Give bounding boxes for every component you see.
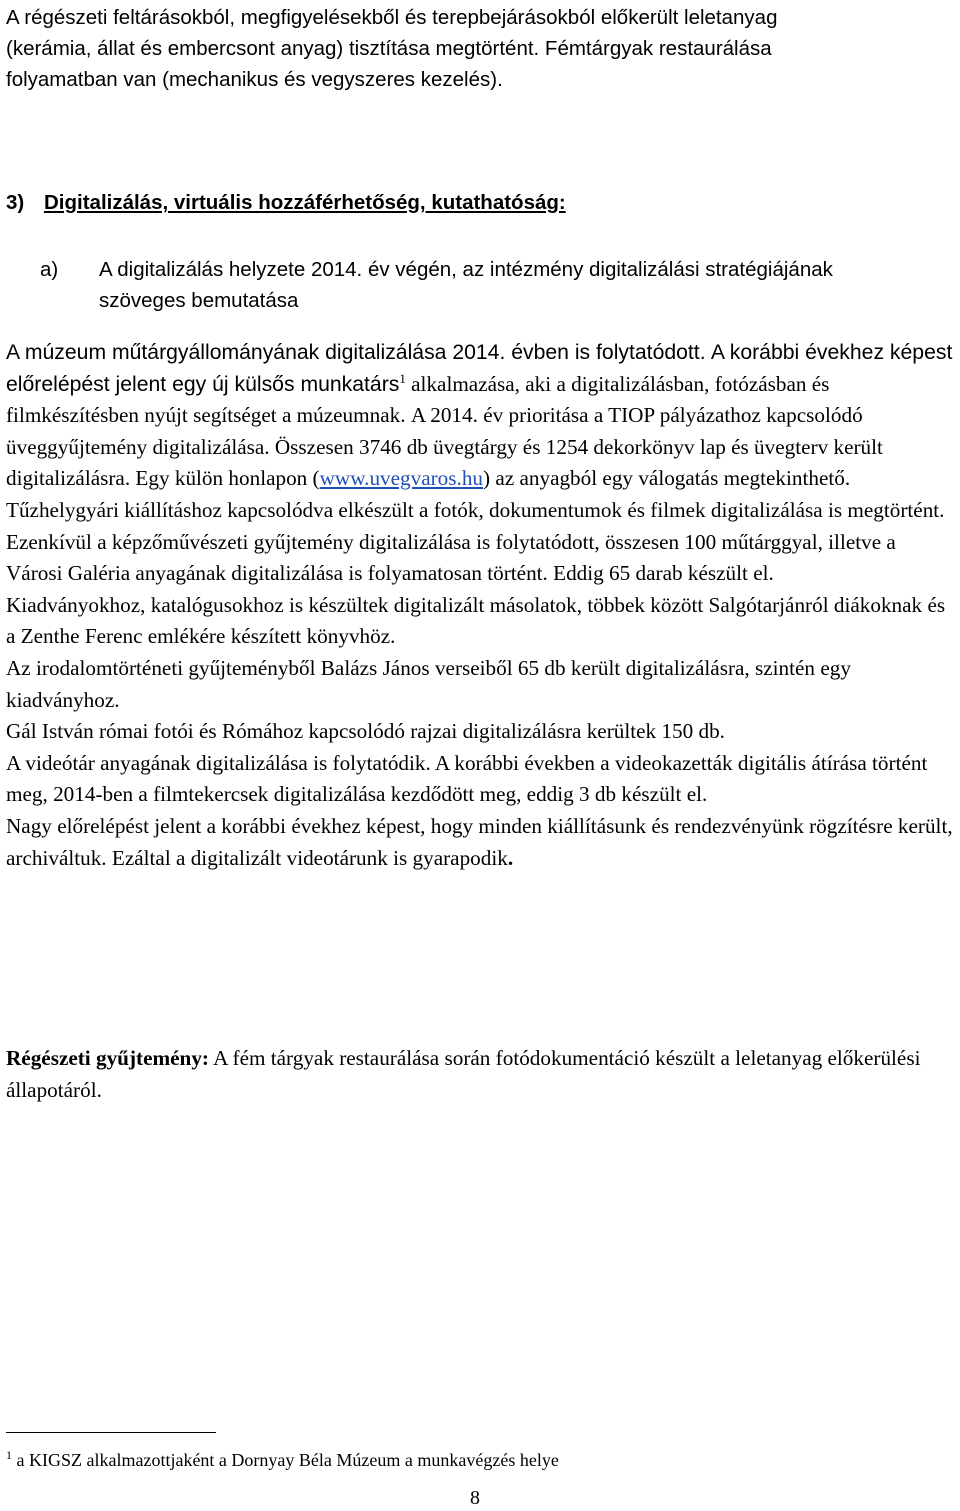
body-paragraph: Az irodalomtörténeti gyűjteményből Balázs János verseiből 65 db került digitalizálásra, szintén egy kiadványhoz. bbox=[6, 655, 851, 712]
body-text bbox=[6, 337, 954, 874]
footnote bbox=[6, 1448, 946, 1472]
footnote-marker: 1 bbox=[6, 1448, 12, 1462]
body-paragraph: Kiadványokhoz, katalógusokhoz is készültek digitalizált másolatok, többek között Salgótarjánról diákoknak és a Zenthe Ferenc emlékére készített könyvhöz. bbox=[6, 592, 946, 649]
body-paragraph: Nagy előrelépést jelent a korábbi évekhez képest, hogy minden kiállításunk és rendezvényünk rögzítésre került, archiváltuk. Ezáltal a digitalizált videotárunk is gyarapodik. bbox=[6, 813, 953, 870]
body-sentence: alkalmazása, aki a digitalizálásban, fotózásban és filmkészítésben nyújt segítséget a múzeumnak. bbox=[6, 371, 830, 428]
subsection-text-line: szöveges bemutatása bbox=[99, 289, 299, 312]
body-sentence: A múzeum műtárgyállományának digitalizálása 2014. évben is folytatódott. bbox=[6, 341, 706, 364]
section-title: Digitalizálás, virtuális hozzáférhetőség, kutathatóság: bbox=[44, 191, 566, 214]
body-paragraph: Gál István római fotói és Rómához kapcsolódó rajzai digitalizálásra kerültek 150 db. bbox=[6, 719, 725, 744]
section-number: 3) bbox=[6, 191, 25, 214]
archaeology-paragraph bbox=[6, 1043, 954, 1106]
section-heading bbox=[6, 187, 946, 218]
subsection-text bbox=[99, 254, 940, 316]
subsection-item bbox=[40, 254, 940, 316]
body-paragraph: Ezenkívül a képzőművészeti gyűjtemény digitalizálása is folytatódott, összesen 100 műtárggyal, illetve a Városi Galéria anyagának digitalizálása is folyamatosan történt. Eddig 65 darab készült el. bbox=[6, 529, 896, 586]
subsection-marker: a) bbox=[40, 258, 59, 281]
footnote-divider bbox=[6, 1432, 216, 1433]
archaeology-label: Régészeti gyűjtemény: bbox=[6, 1046, 209, 1070]
body-sentence: A korábbi évekhez képest előrelépést jelent egy új külsős munkatárs bbox=[6, 341, 953, 396]
subsection-text-line: A digitalizálás helyzete 2014. év végén, az intézmény digitalizálási stratégiájának bbox=[99, 258, 833, 281]
intro-line: A régészeti feltárásokból, megfigyelésekből és terepbejárásokból előkerült leletanyag bbox=[6, 6, 778, 29]
intro-line: (kerámia, állat és embercsont anyag) tisztítása megtörtént. Fémtárgyak restaurálása bbox=[6, 37, 772, 60]
page-number: 8 bbox=[470, 1487, 480, 1509]
archaeology-text: A fém tárgyak restaurálása során fotódokumentáció készült a leletanyag előkerülési állapotáról. bbox=[6, 1046, 921, 1102]
footnote-reference: 1 bbox=[399, 370, 406, 386]
body-sentence: ) az anyagból egy válogatás megtekinthető. bbox=[483, 466, 851, 491]
body-paragraph bbox=[6, 337, 954, 495]
intro-paragraph bbox=[6, 2, 946, 95]
body-sentence: A 2014. év prioritása a TIOP pályázathoz kapcsolódó üveggyűjtemény digitalizálása. Összesen 3746 db üvegtárgy és 1254 dekorkönyv lap és üvegterv került digitalizálásra. Egy külön honlapon ( bbox=[6, 403, 883, 491]
body-paragraph: Tűzhelygyári kiállításhoz kapcsolódva elkészült a fotók, dokumentumok és filmek digitalizálása is megtörtént. bbox=[6, 497, 945, 522]
website-link[interactable]: www.uvegvaros.hu bbox=[319, 466, 484, 491]
footnote-text: a KIGSZ alkalmazottjaként a Dornyay Béla Múzeum a munkavégzés helye bbox=[12, 1450, 559, 1470]
intro-line: folyamatban van (mechanikus és vegyszeres kezelés). bbox=[6, 68, 503, 91]
body-paragraph: A videótár anyagának digitalizálása is folytatódik. A korábbi években a videokazetták digitális átírása történt meg, 2014-ben a filmtekercsek digitalizálása kezdődött meg, eddig 3 db készült el. bbox=[6, 750, 928, 807]
